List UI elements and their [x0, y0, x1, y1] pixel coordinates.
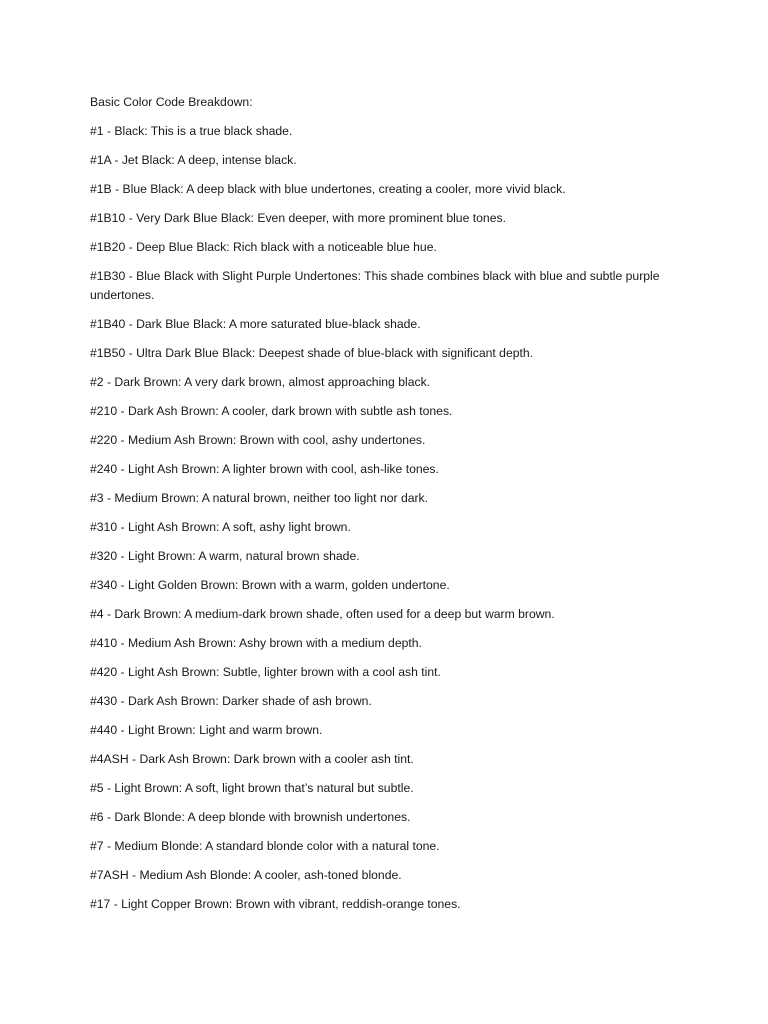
color-code-entry: #320 - Light Brown: A warm, natural brown shade. — [90, 549, 360, 563]
color-code-entry: #3 - Medium Brown: A natural brown, neither too light nor dark. — [90, 491, 429, 505]
color-code-entry: #1B50 - Ultra Dark Blue Black: Deepest shade of blue-black with significant depth. — [90, 346, 534, 360]
color-code-entry: #7ASH - Medium Ash Blonde: A cooler, ash-toned blonde. — [90, 868, 402, 882]
color-code-entry: #440 - Light Brown: Light and warm brown. — [90, 723, 323, 737]
color-code-entry: #220 - Medium Ash Brown: Brown with cool, ashy undertones. — [90, 433, 426, 447]
color-code-entry: #4 - Dark Brown: A medium-dark brown shade, often used for a deep but warm brown. — [90, 607, 555, 621]
color-code-entry: #1B30 - Blue Black with Slight Purple Undertones: This shade combines black with blue and subtle purple undertones. — [90, 269, 660, 302]
color-code-entry: #1B20 - Deep Blue Black: Rich black with a noticeable blue hue. — [90, 240, 437, 254]
color-code-entry: #7 - Medium Blonde: A standard blonde color with a natural tone. — [90, 839, 440, 853]
color-code-entry: #420 - Light Ash Brown: Subtle, lighter brown with a cool ash tint. — [90, 665, 441, 679]
color-code-entry: #1B10 - Very Dark Blue Black: Even deeper, with more prominent blue tones. — [90, 211, 506, 225]
color-code-entry: #240 - Light Ash Brown: A lighter brown with cool, ash-like tones. — [90, 462, 439, 476]
color-code-entry: #340 - Light Golden Brown: Brown with a warm, golden undertone. — [90, 578, 450, 592]
color-code-entry: #1B40 - Dark Blue Black: A more saturated blue-black shade. — [90, 317, 421, 331]
color-code-entry: #2 - Dark Brown: A very dark brown, almost approaching black. — [90, 375, 431, 389]
document-heading: Basic Color Code Breakdown: — [90, 95, 253, 109]
color-code-entry: #1 - Black: This is a true black shade. — [90, 124, 293, 138]
color-code-entry: #430 - Dark Ash Brown: Darker shade of ash brown. — [90, 694, 372, 708]
color-code-entry: #6 - Dark Blonde: A deep blonde with brownish undertones. — [90, 810, 411, 824]
color-code-entry: #5 - Light Brown: A soft, light brown that’s natural but subtle. — [90, 781, 414, 795]
color-code-entry: #17 - Light Copper Brown: Brown with vibrant, reddish-orange tones. — [90, 897, 461, 911]
color-code-entry: #210 - Dark Ash Brown: A cooler, dark brown with subtle ash tones. — [90, 404, 453, 418]
color-code-entry: #410 - Medium Ash Brown: Ashy brown with a medium depth. — [90, 636, 422, 650]
document-body — [90, 93, 690, 924]
color-code-entry: #310 - Light Ash Brown: A soft, ashy light brown. — [90, 520, 351, 534]
color-code-entry: #1B - Blue Black: A deep black with blue undertones, creating a cooler, more vivid black. — [90, 182, 566, 196]
color-code-entry: #1A - Jet Black: A deep, intense black. — [90, 153, 297, 167]
color-code-entry: #4ASH - Dark Ash Brown: Dark brown with a cooler ash tint. — [90, 752, 414, 766]
